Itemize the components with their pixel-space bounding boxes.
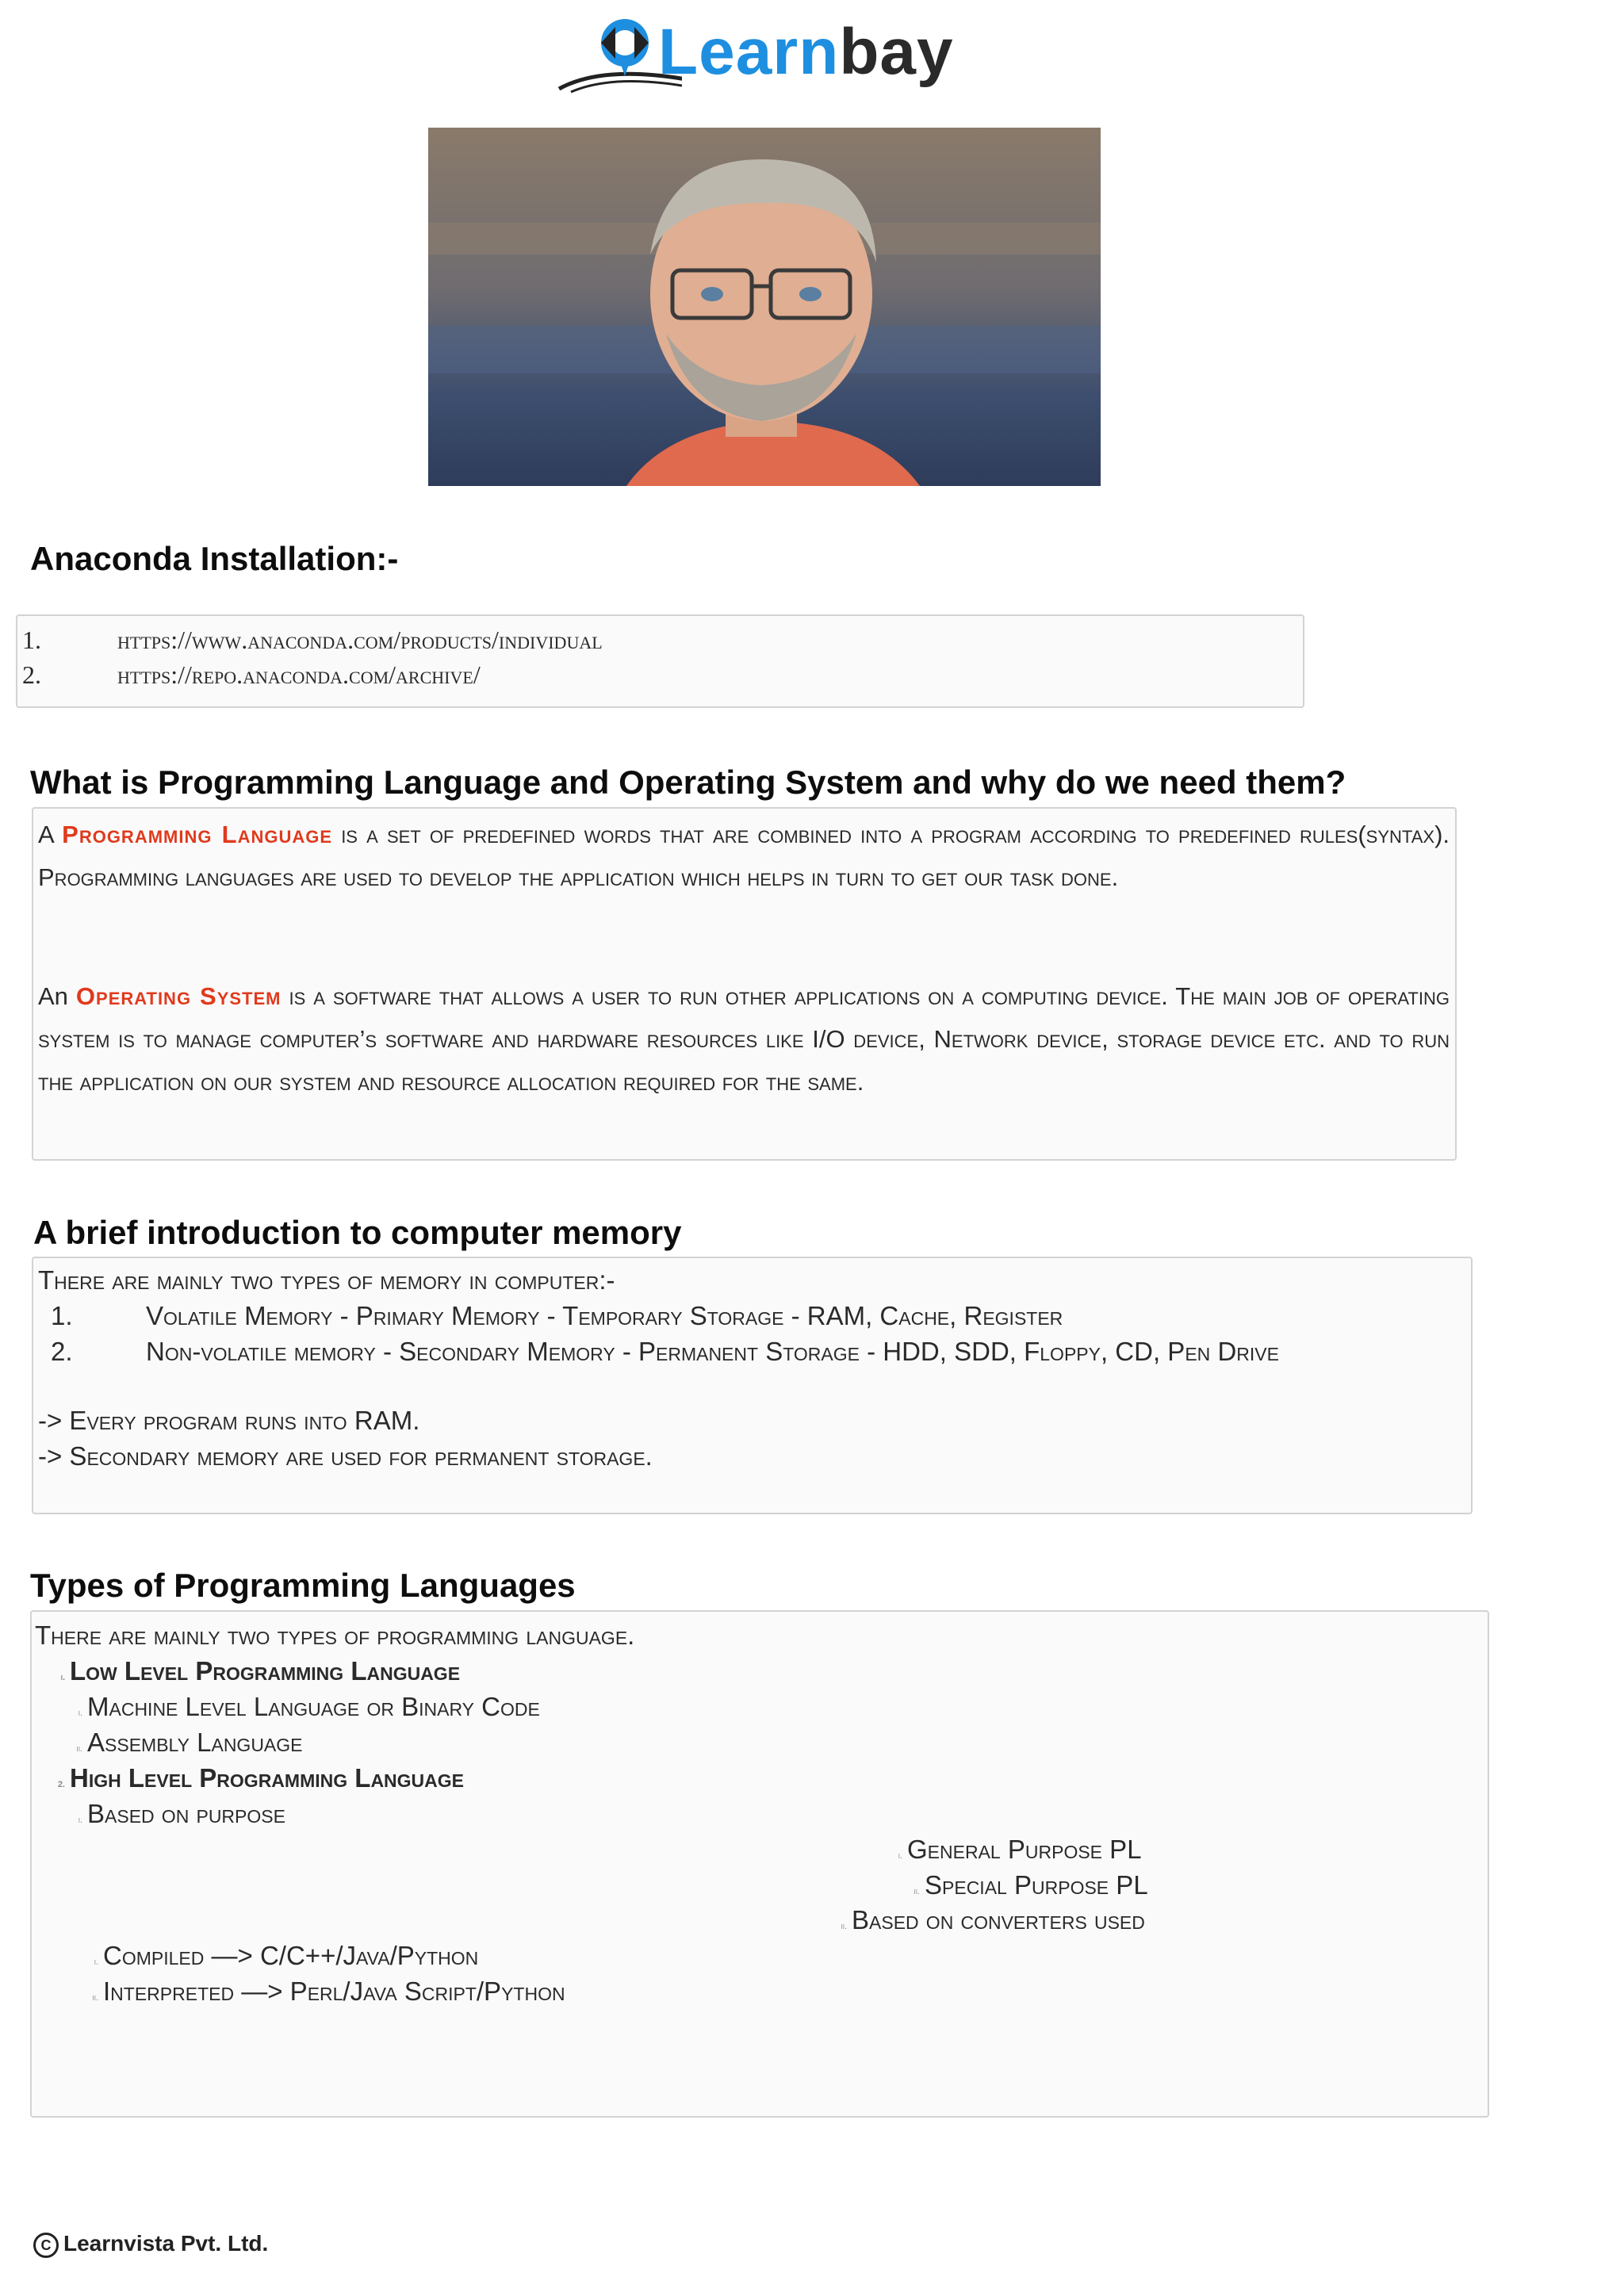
- portrait-photo: [428, 128, 1101, 486]
- list-item: ii. Based on converters used: [841, 1905, 1145, 1934]
- list-item: i. Based on purpose: [78, 1799, 285, 1828]
- types-intro: There are mainly two types of programming language.: [35, 1621, 635, 1650]
- memory-panel: [32, 1257, 1473, 1514]
- memory-note: -> Secondary memory are used for permanent storage.: [38, 1441, 653, 1471]
- types-heading: Types of Programming Languages: [30, 1567, 576, 1604]
- learnbay-logo: [555, 10, 967, 97]
- list-item: 2. https://repo.anaconda.com/archive/: [22, 660, 481, 689]
- pl-os-heading: What is Programming Language and Operating System and why do we need them?: [30, 763, 1346, 801]
- list-item: 2. Non-volatile memory - Secondary Memory - Permanent Storage - HDD, SDD, Floppy, CD, Pen Drive: [51, 1337, 1279, 1366]
- logo-wordmark: Learnbay: [658, 16, 954, 88]
- list-item: 1. Volatile Memory - Primary Memory - Temporary Storage - RAM, Cache, Register: [51, 1301, 1063, 1330]
- memory-note: -> Every program runs into RAM.: [38, 1406, 420, 1435]
- operating-system-term: Operating System: [75, 982, 282, 1010]
- list-item: ii. Interpreted —> Perl/Java Script/Python: [92, 1976, 565, 2006]
- list-item: ii. Special Purpose PL: [914, 1870, 1148, 1900]
- archive-link[interactable]: https://repo.anaconda.com/archive/: [117, 660, 481, 689]
- pl-os-panel: [32, 807, 1457, 1161]
- operating-system-paragraph: An Operating System is a software that allows a user to run other applications on a computing device. The main job of operating system is to manage computer’s software and hardware resources like I/O device, Network device, storage device etc. and to run the application on our system and resource allocation required for the same.: [38, 982, 1450, 1096]
- types-panel: [30, 1610, 1489, 2118]
- list-item: i. Low Level Programming Language: [60, 1656, 461, 1686]
- anaconda-heading: Anaconda Installation:-: [30, 540, 399, 577]
- copyright-icon: C: [33, 2233, 59, 2258]
- list-item: ii. Assembly Language: [76, 1728, 303, 1757]
- footer-copyright: C Learnvista Pvt. Ltd.: [33, 2231, 268, 2258]
- anaconda-links-panel: [16, 614, 1304, 708]
- programming-language-paragraph: A Programming Language is a set of predefined words that are combined into a program according to predefined rules(syntax). Programming languages are used to develop the application which helps in turn to get our task done.: [38, 821, 1450, 891]
- anaconda-link[interactable]: https://www.anaconda.com/products/individual: [117, 626, 603, 654]
- list-item: i. Machine Level Language or Binary Code: [78, 1692, 540, 1721]
- programming-language-term: Programming Language: [62, 821, 333, 848]
- list-item: 1. https://www.anaconda.com/products/individual: [22, 626, 603, 654]
- list-item: i. General Purpose PL: [898, 1835, 1142, 1864]
- memory-heading: A brief introduction to computer memory: [33, 1214, 682, 1251]
- list-item: 2. High Level Programming Language: [57, 1763, 465, 1793]
- memory-intro: There are mainly two types of memory in computer:-: [38, 1265, 615, 1295]
- list-item: i. Compiled —> C/C++/Java/Python: [94, 1941, 479, 1970]
